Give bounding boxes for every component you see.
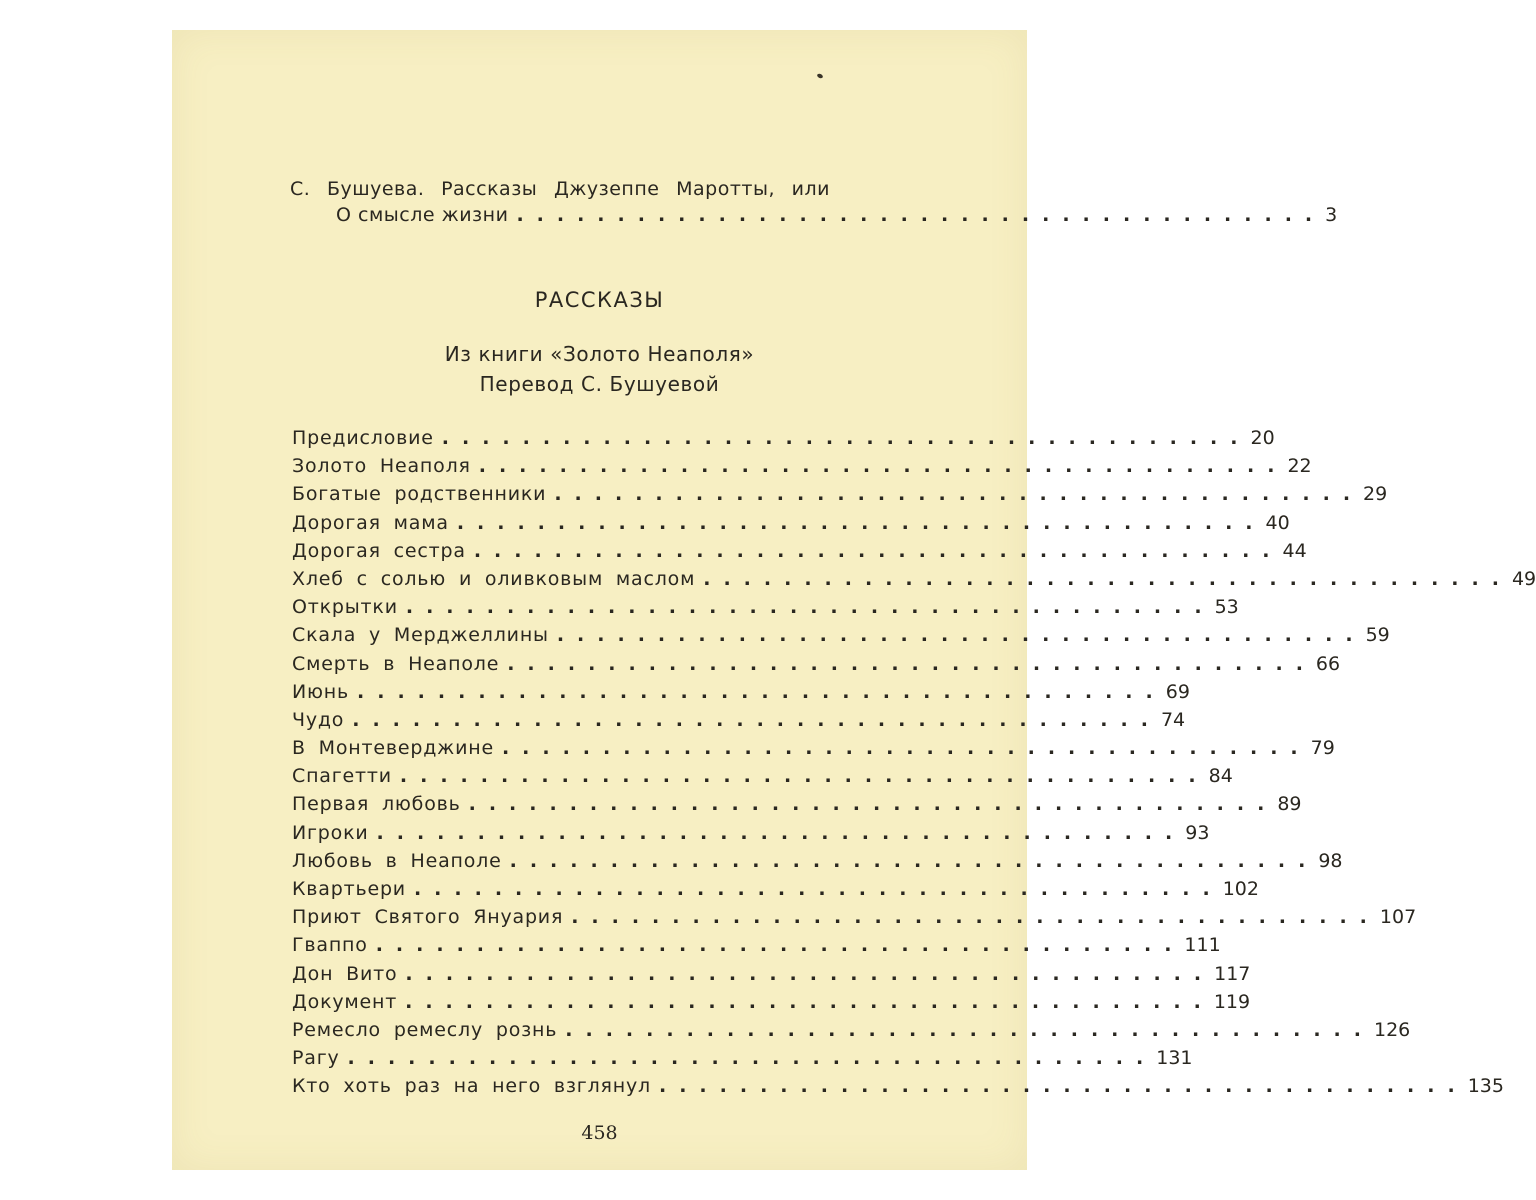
- toc-entry-page: 59: [1365, 624, 1390, 647]
- toc-entry: [292, 567, 1536, 596]
- intro-entry: [290, 176, 1338, 228]
- toc-entry: [292, 427, 1275, 455]
- toc-entry-title: Гваппо: [292, 934, 368, 957]
- toc-entry-page: 79: [1310, 737, 1335, 760]
- toc-entry-page: 89: [1277, 793, 1302, 816]
- translator-credit: Перевод С. Бушуевой: [479, 372, 720, 396]
- toc-entry-title: Дорогая мама: [292, 511, 449, 534]
- toc-entry-title: Квартьери: [292, 878, 406, 900]
- toc-entry-page: 119: [1213, 990, 1251, 1013]
- dot-leader: ........................................: [357, 680, 1166, 703]
- toc-entry: [292, 708, 1186, 737]
- toc-entry: [292, 539, 1307, 568]
- toc-entry: [292, 962, 1251, 991]
- toc-entry-title: Дон Вито: [292, 962, 398, 985]
- dot-leader: ........................................: [468, 793, 1278, 816]
- toc-entry: [292, 990, 1251, 1019]
- toc-entry-title: Открытки: [292, 596, 398, 619]
- dot-leader: ........................................: [571, 906, 1380, 929]
- book-page: [172, 30, 1536, 1170]
- toc-entry-page: 93: [1185, 821, 1210, 844]
- dot-leader: ........................................: [478, 455, 1288, 478]
- dot-leader: ........................................: [556, 624, 1366, 647]
- toc-entry: [292, 821, 1210, 850]
- intro-page-number: 3: [1325, 204, 1338, 226]
- toc-entry-page: 40: [1265, 511, 1290, 534]
- toc-entry-page: 66: [1315, 652, 1341, 675]
- toc-entry-page: 69: [1165, 680, 1190, 703]
- dot-leader: ........................................: [399, 765, 1209, 788]
- dot-leader: ........................................: [347, 1047, 1157, 1070]
- toc-entry-page: 22: [1287, 455, 1312, 478]
- toc-entry-title: Богатые родственники: [292, 483, 547, 506]
- toc-entry-page: 49: [1511, 567, 1536, 590]
- dot-leader: ........................................: [405, 962, 1215, 985]
- toc-entry: [292, 1018, 1411, 1047]
- intro-entry-line1: [290, 176, 830, 202]
- toc-entry-title: Июнь: [292, 680, 350, 703]
- toc-entry-page: 126: [1374, 1018, 1411, 1041]
- ink-speck: [816, 73, 823, 79]
- intro-word: или: [791, 178, 830, 200]
- dot-leader: ........................................: [405, 596, 1215, 619]
- page-number: 458: [581, 1122, 618, 1144]
- dot-leader: ........................................: [507, 652, 1316, 675]
- toc-entry-page: 107: [1379, 906, 1417, 929]
- toc-entry: [292, 652, 1341, 681]
- table-of-contents: [292, 427, 1536, 1104]
- toc-entry: [292, 511, 1290, 540]
- toc-entry-page: 44: [1282, 539, 1307, 562]
- toc-entry: [292, 737, 1335, 765]
- toc-entry-title: Спагетти: [292, 765, 392, 788]
- toc-entry-title: Дорогая сестра: [292, 539, 466, 562]
- intro-entry-line2: [290, 202, 1338, 228]
- dot-leader: ........................................: [509, 849, 1319, 872]
- dot-leader: ........................................: [501, 737, 1311, 760]
- dot-leader: ........................................: [473, 539, 1283, 562]
- toc-entry-page: 102: [1222, 878, 1259, 900]
- toc-entry-page: 53: [1214, 596, 1239, 619]
- toc-entry-page: 84: [1208, 765, 1233, 788]
- toc-entry: [292, 680, 1190, 709]
- section-title: РАССКАЗЫ: [534, 288, 665, 312]
- toc-entry-title: Смерть в Неаполе: [292, 652, 500, 675]
- toc-entry-title: Скала у Мерджеллины: [292, 624, 549, 647]
- toc-entry-page: 20: [1250, 427, 1275, 449]
- dot-leader: ........................................: [405, 990, 1214, 1013]
- toc-entry: [292, 455, 1312, 483]
- toc-entry-title: В Монтеверджине: [292, 737, 494, 760]
- toc-entry-title: Предисловие: [292, 427, 434, 449]
- intro-word: Маротты,: [676, 178, 776, 200]
- toc-entry: [292, 1075, 1504, 1103]
- toc-entry-page: 74: [1160, 708, 1186, 731]
- toc-entry-page: 135: [1467, 1075, 1504, 1098]
- toc-entry-title: Приют Святого Януария: [292, 906, 564, 929]
- toc-entry-title: Рагу: [292, 1047, 340, 1070]
- intro-word: Рассказы: [441, 178, 538, 200]
- toc-entry: [292, 793, 1302, 821]
- intro-word: С.: [290, 178, 311, 200]
- toc-entry: [292, 934, 1221, 962]
- toc-entry: [292, 906, 1417, 934]
- dot-leader: ........................................: [658, 1075, 1468, 1098]
- toc-entry: [292, 878, 1259, 906]
- intro-word: Джузеппе: [553, 178, 660, 200]
- toc-entry-page: 117: [1214, 962, 1251, 985]
- toc-entry-page: 131: [1156, 1047, 1193, 1070]
- dot-leader: ........................................: [441, 427, 1251, 449]
- toc-entry: [292, 1047, 1193, 1075]
- dot-leader: ........................................: [703, 567, 1512, 590]
- toc-entry-page: 98: [1318, 849, 1343, 872]
- dot-leader: ........................................: [565, 1018, 1374, 1041]
- dot-leader: ........................................: [554, 483, 1364, 506]
- toc-entry: [292, 596, 1239, 624]
- dot-leader: ........................................: [456, 511, 1266, 534]
- toc-entry-title: Хлеб с солью и оливковым маслом: [292, 567, 696, 590]
- dot-leader: ........................................: [375, 934, 1185, 957]
- toc-entry: [292, 849, 1343, 878]
- dot-leader: ........................................: [376, 821, 1186, 844]
- intro-entry-text: О смысле жизни: [336, 204, 509, 226]
- toc-entry: [292, 483, 1388, 511]
- dot-leader: ........................................: [352, 708, 1161, 731]
- toc-entry-page: 111: [1184, 934, 1221, 957]
- toc-entry-title: Любовь в Неаполе: [292, 849, 502, 872]
- toc-entry: [292, 624, 1390, 652]
- toc-entry-page: 29: [1363, 483, 1388, 506]
- toc-entry-title: Кто хоть раз на него взглянул: [292, 1075, 651, 1098]
- toc-entry-title: Документ: [292, 990, 398, 1013]
- toc-entry-title: Первая любовь: [292, 793, 461, 816]
- toc-entry-title: Ремесло ремеслу рознь: [292, 1018, 558, 1041]
- dot-leader: ........................................: [413, 878, 1223, 900]
- dot-leader: ........................................: [516, 204, 1326, 226]
- toc-entry-title: Золото Неаполя: [292, 455, 471, 478]
- book-title: Из книги «Золото Неаполя»: [444, 342, 755, 366]
- intro-word: Бушуева.: [326, 178, 425, 200]
- toc-entry: [292, 765, 1233, 793]
- toc-entry-title: Игроки: [292, 821, 369, 844]
- toc-entry-title: Чудо: [292, 708, 345, 731]
